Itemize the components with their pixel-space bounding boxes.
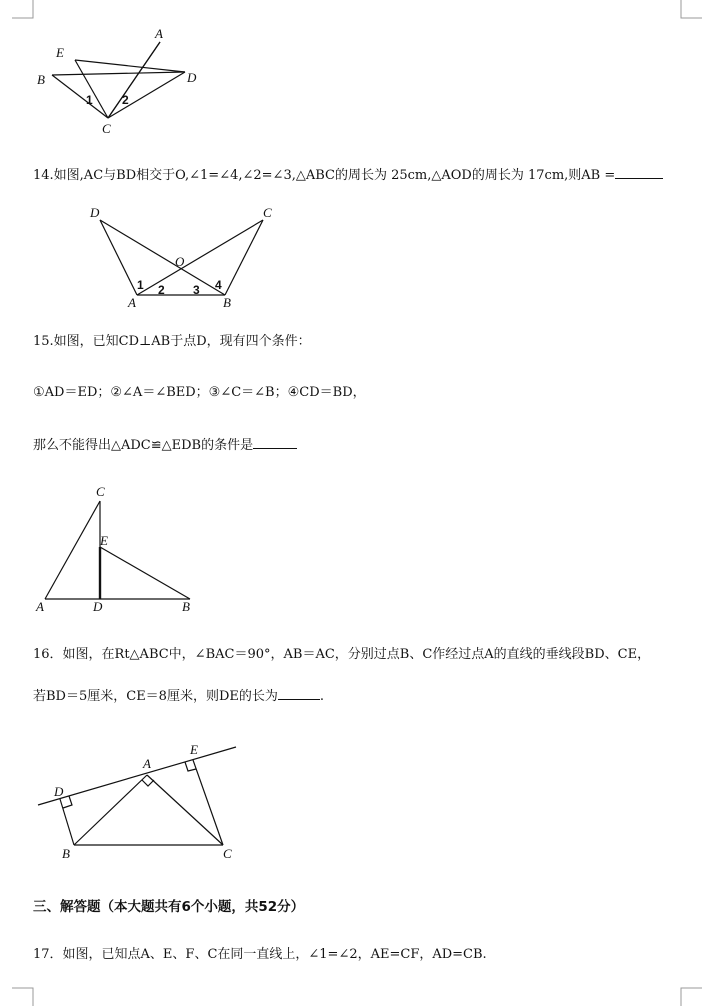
- label-C: C: [263, 205, 272, 220]
- label-angle-1: 1: [86, 93, 93, 107]
- label-D: D: [187, 70, 197, 85]
- question-16-line-2: [33, 687, 324, 706]
- crop-mark-bottom-left: [12, 984, 34, 1006]
- label-B: B: [37, 72, 45, 87]
- label-B: B: [223, 295, 231, 310]
- label-E: E: [190, 742, 198, 757]
- crop-mark-top-right: [680, 0, 702, 22]
- answer-blank-14[interactable]: [615, 166, 663, 179]
- label-angle-4: 4: [215, 278, 222, 292]
- label-D: D: [93, 599, 103, 614]
- label-angle-2: 2: [122, 93, 129, 107]
- label-C: C: [96, 484, 105, 499]
- figure-q14: [85, 203, 285, 311]
- label-A: A: [143, 756, 151, 771]
- section-3-title: 三、解答题（本大题共有6个小题，共52分）: [33, 899, 305, 915]
- answer-blank-15[interactable]: [253, 436, 297, 449]
- label-A: A: [128, 295, 136, 310]
- figure-q15: [30, 483, 205, 615]
- question-14: [33, 166, 663, 185]
- question-15-text: 那么不能得出△ADC≌△EDB的条件是: [33, 438, 254, 453]
- label-B: B: [182, 599, 190, 614]
- question-17: 17．如图，已知点A、E、F、C在同一直线上，∠1=∠2，AE=CF，AD=CB.: [33, 947, 487, 962]
- label-C: C: [223, 846, 232, 861]
- question-16-text: 若BD＝5厘米，CE＝8厘米，则DE的长为: [33, 689, 278, 704]
- question-15-line-2: ①AD＝ED；②∠A＝∠BED；③∠C＝∠B；④CD＝BD，: [33, 385, 366, 400]
- label-angle-1: 1: [137, 278, 144, 292]
- label-E: E: [56, 45, 64, 60]
- label-A: A: [155, 26, 163, 41]
- answer-blank-16[interactable]: [278, 687, 320, 700]
- label-E: E: [100, 533, 108, 548]
- label-angle-3: 3: [193, 283, 200, 297]
- label-C: C: [102, 121, 111, 136]
- question-16-line-1: 16．如图，在Rt△ABC中，∠BAC＝90°，AB＝AC，分别过点B、C作经过点A的直线的垂线段BD、CE，: [33, 647, 651, 662]
- label-D: D: [54, 784, 64, 799]
- label-B: B: [62, 846, 70, 861]
- label-angle-2: 2: [158, 283, 165, 297]
- question-14-text: 14.如图,AC与BD相交于O,∠1=∠4,∠2=∠3,△ABC的周长为 25cm,△AOD的周长为 17cm,则AB =: [33, 168, 616, 183]
- label-D: D: [90, 205, 100, 220]
- crop-mark-bottom-right: [680, 984, 702, 1006]
- crop-mark-top-left: [12, 0, 34, 22]
- label-O: O: [175, 254, 185, 269]
- figure-q16: [30, 738, 245, 863]
- figure-q13: [30, 20, 210, 140]
- label-A: A: [36, 599, 44, 614]
- question-15-line-3: [33, 436, 297, 455]
- question-16-end: .: [319, 689, 325, 704]
- question-15-line-1: 15.如图，已知CD⊥AB于点D，现有四个条件：: [33, 334, 311, 349]
